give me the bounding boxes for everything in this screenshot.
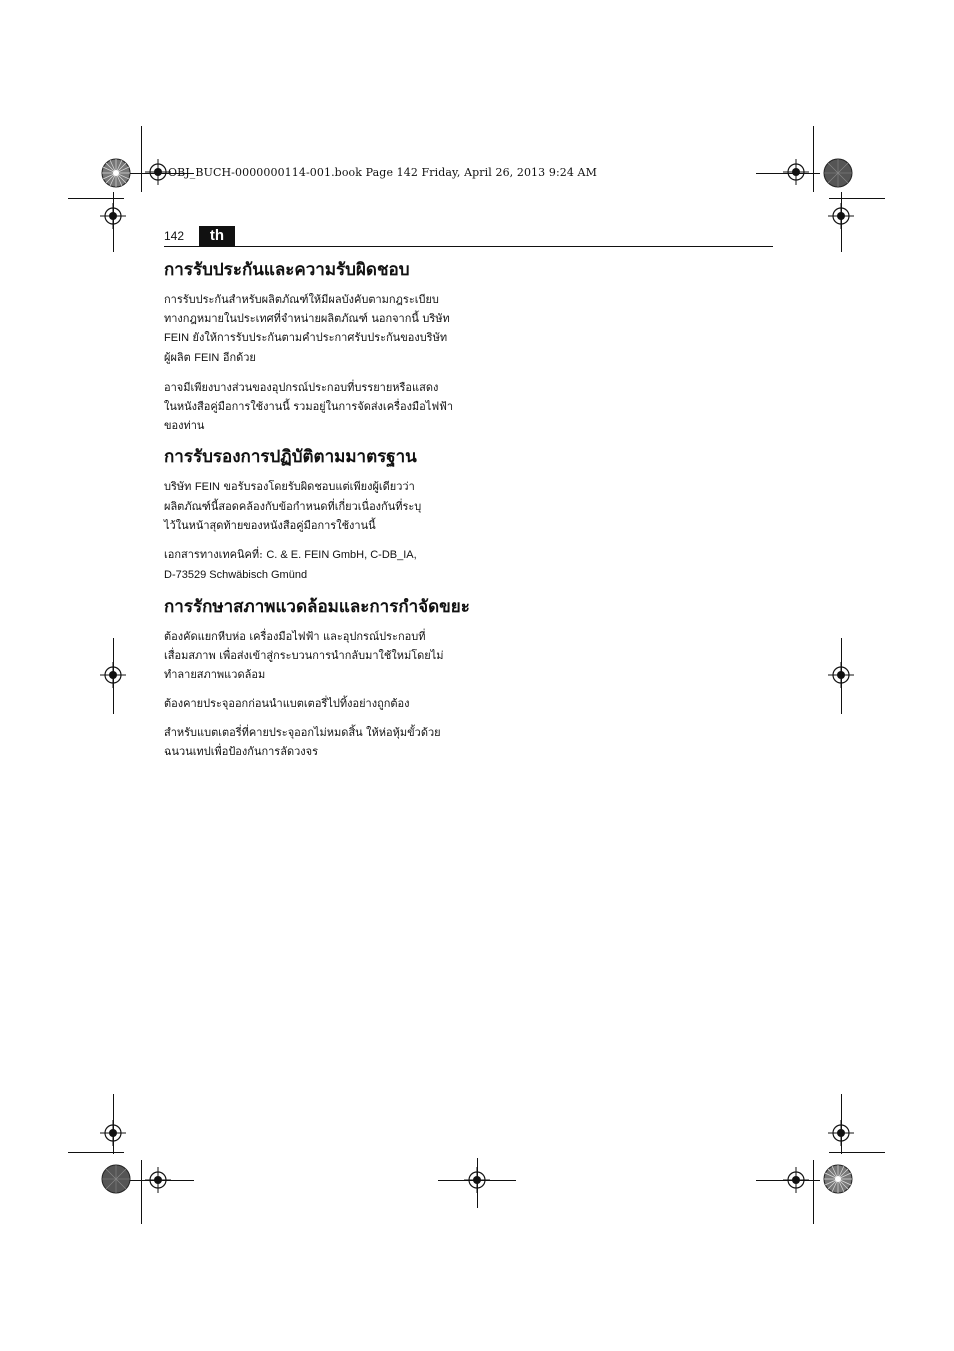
section <box>164 445 474 585</box>
text-run: ยังให้การรับประกันตามคำประกาศรับประกันของบริษัท <box>189 331 448 344</box>
text-run: อีกด้วย <box>219 351 256 364</box>
text-run: สำหรับแบตเตอรี่ที่คายประจุออกไม่หมดสิ้น ให้ห่อหุ้มขั้วด้วย <box>164 726 441 739</box>
text-run: เอกสารทางเทคนิคที่: <box>164 548 267 561</box>
text-line <box>164 646 474 665</box>
text-line <box>164 497 474 516</box>
registration-mark-icon <box>464 1167 490 1193</box>
text-line <box>164 416 474 435</box>
crop-mark <box>813 1160 814 1224</box>
text-run: ทางกฎหมายในประเทศที่จำหน่ายผลิตภัณฑ์ นอกจากนี้ บริษัท <box>164 312 450 325</box>
text-run: ต้องคายประจุออกก่อนนำแบตเตอรี่ไปทิ้งอย่างถูกต้อง <box>164 697 410 710</box>
text-run: FEIN <box>194 481 220 493</box>
section <box>164 258 474 435</box>
text-run: อาจมีเพียงบางส่วนของอุปกรณ์ประกอบที่บรรยายหรือแสดง <box>164 381 439 394</box>
text-run: การรับประกันสำหรับผลิตภัณฑ์ให้มีผลบังคับตามกฎระเบียบ <box>164 293 439 306</box>
header-rule <box>164 246 773 247</box>
text-run: ของท่าน <box>164 419 205 432</box>
starburst-mark-icon <box>101 158 131 188</box>
text-run: บริษัท <box>164 480 195 493</box>
color-disc-icon <box>101 1164 131 1194</box>
text-run: ต้องคัดแยกหีบห่อ เครื่องมือไฟฟ้า และอุปกรณ์ประกอบที่ <box>164 630 426 643</box>
registration-mark-icon <box>828 662 854 688</box>
text-line <box>164 290 474 309</box>
paragraph <box>164 477 474 535</box>
color-disc-icon <box>823 158 853 188</box>
paragraph <box>164 545 474 585</box>
page-number: 142 <box>164 229 185 243</box>
text-line <box>164 477 474 497</box>
language-tab: th <box>199 226 235 246</box>
print-info: OBJ_BUCH-0000000114-001.book Page 142 Friday, April 26, 2013 9:24 AM <box>168 166 597 179</box>
text-run: ในหนังสือคู่มือการใช้งานนี้ รวมอยู่ในการจัดส่งเครื่องมือไฟฟ้า <box>164 400 454 413</box>
paragraph <box>164 290 474 368</box>
registration-mark-icon <box>145 1167 171 1193</box>
paragraph <box>164 627 474 684</box>
text-line <box>164 723 474 742</box>
text-run: FEIN <box>194 352 220 364</box>
text-run: ขอรับรองโดยรับผิดชอบแต่เพียงผู้เดียวว่า <box>219 480 415 493</box>
crop-mark <box>813 126 814 192</box>
registration-mark-icon <box>100 662 126 688</box>
text-line <box>164 348 474 368</box>
text-run: เสื่อมสภาพ เพื่อส่งเข้าสู่กระบวนการนำกลับมาใช้ใหม่โดยไม่ <box>164 649 444 662</box>
text-run: ผลิตภัณฑ์นี้สอดคล้องกับข้อกำหนดที่เกี่ยวเนื่องกันที่ระบุ <box>164 500 422 513</box>
text-line <box>164 665 474 684</box>
crop-mark <box>141 1160 142 1224</box>
registration-mark-icon <box>100 203 126 229</box>
crop-mark <box>829 198 885 199</box>
text-line <box>164 397 474 416</box>
crop-mark <box>68 1152 124 1153</box>
section-heading: การรับรองการปฏิบัติตามมาตรฐาน <box>164 447 417 467</box>
text-line <box>164 565 474 585</box>
text-line <box>164 742 474 761</box>
text-run: ผู้ผลิต <box>164 351 195 364</box>
text-run: ทำลายสภาพแวดล้อม <box>164 668 266 681</box>
paragraph <box>164 723 474 761</box>
section-heading: การรับประกันและความรับผิดชอบ <box>164 260 410 280</box>
text-line <box>164 328 474 348</box>
content-column <box>164 258 474 771</box>
registration-mark-icon <box>828 203 854 229</box>
text-run: C. & E. FEIN GmbH, C-DB_IA, <box>266 549 417 561</box>
crop-mark <box>68 198 124 199</box>
paragraph <box>164 378 474 435</box>
text-run: D-73529 Schwäbisch Gmünd <box>164 569 308 581</box>
registration-mark-icon <box>828 1120 854 1146</box>
text-run: ไว้ในหน้าสุดท้ายของหนังสือคู่มือการใช้งานนี้ <box>164 519 376 532</box>
section <box>164 595 474 761</box>
text-line <box>164 545 474 565</box>
registration-mark-icon <box>783 1167 809 1193</box>
text-line <box>164 694 474 713</box>
crop-mark <box>141 126 142 192</box>
crop-mark <box>829 1152 885 1153</box>
starburst-mark-icon <box>823 1164 853 1194</box>
registration-mark-icon <box>783 159 809 185</box>
paragraph <box>164 694 474 713</box>
section-heading: การรักษาสภาพแวดล้อมและการกำจัดขยะ <box>164 597 470 617</box>
text-run: FEIN <box>164 332 190 344</box>
text-line <box>164 516 474 535</box>
text-line <box>164 309 474 328</box>
text-line <box>164 378 474 397</box>
text-line <box>164 627 474 646</box>
registration-mark-icon <box>100 1120 126 1146</box>
text-run: ฉนวนเทปเพื่อป้องกันการลัดวงจร <box>164 745 318 758</box>
